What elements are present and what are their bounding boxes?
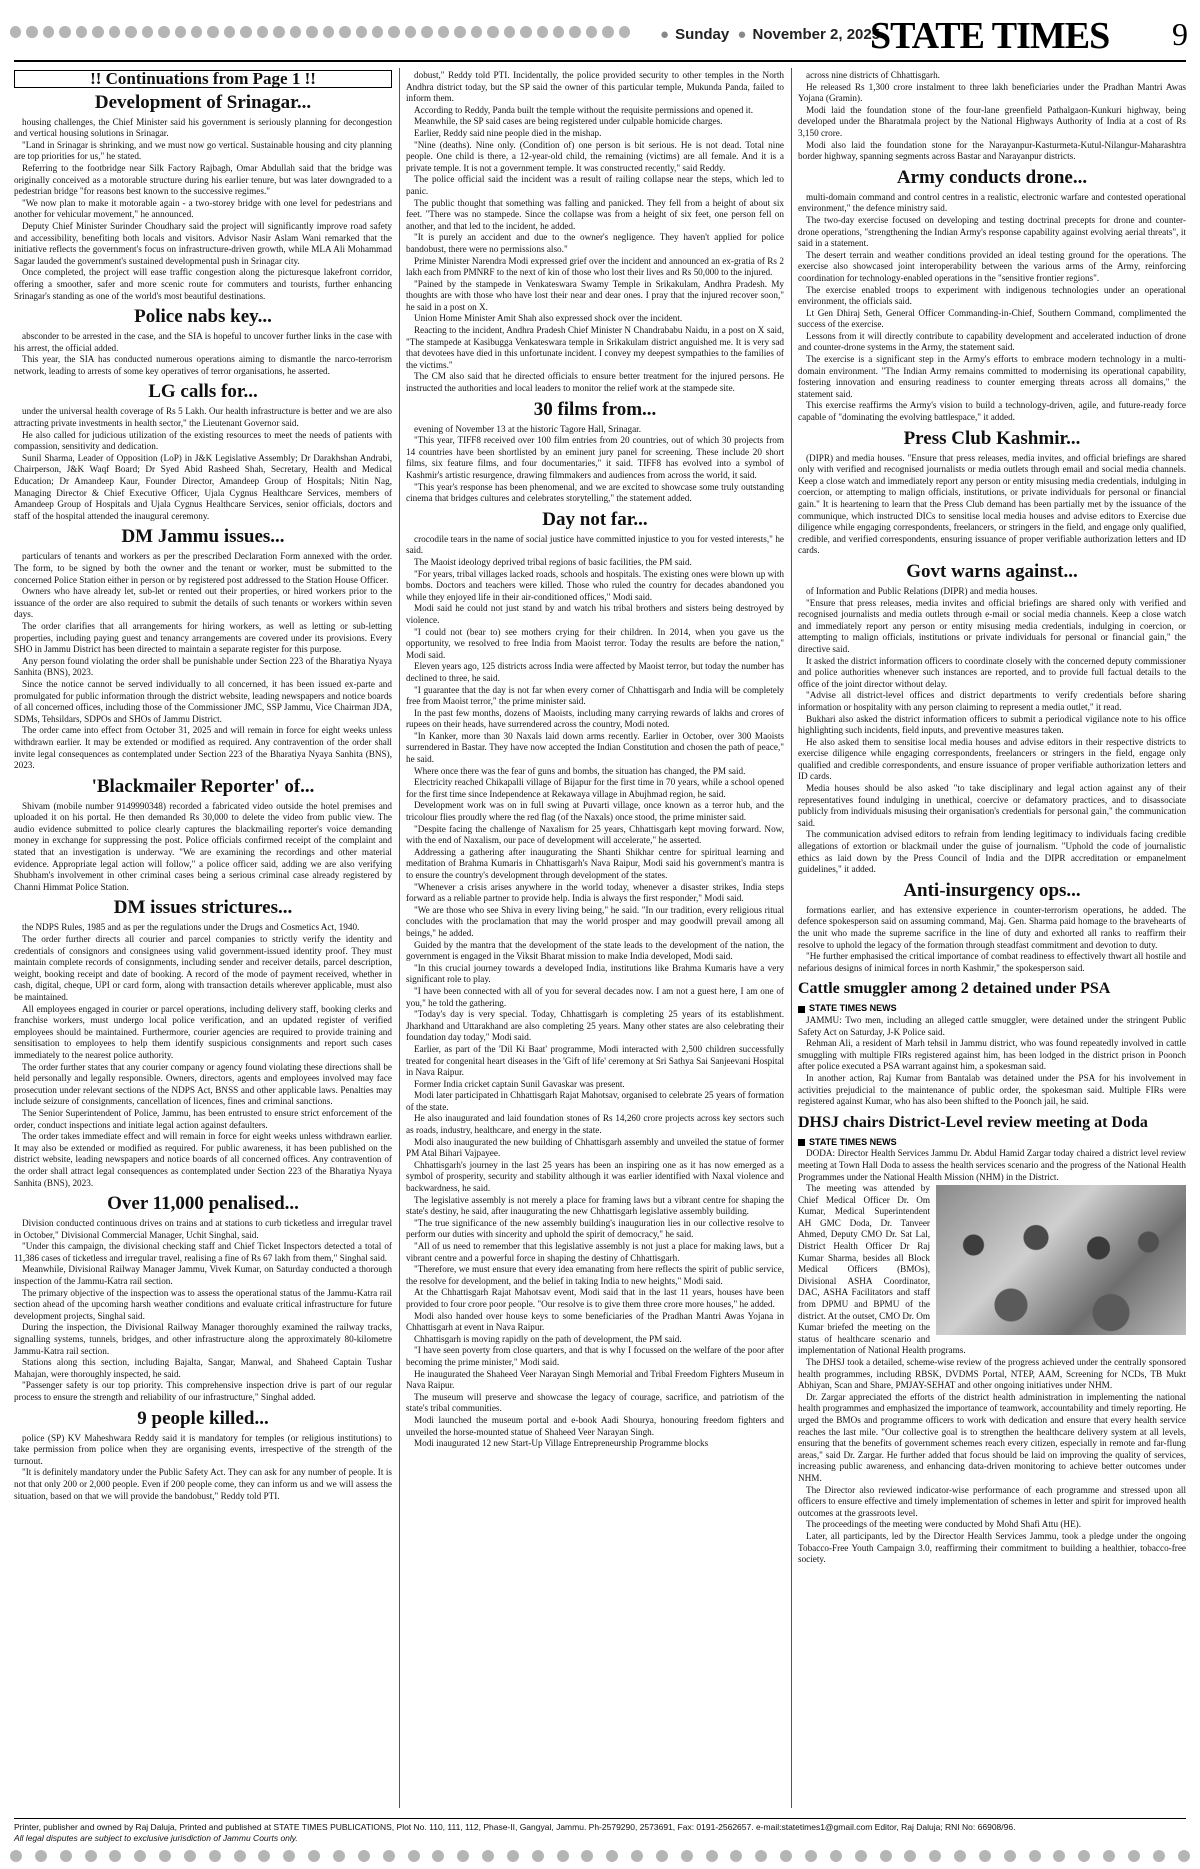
- story-headline: DM Jammu issues...: [121, 526, 285, 548]
- news-paragraph: DODA: Director Health Services Jammu Dr. Abdul Hamid Zargar today chaired a district level review meeting at Town Hall Doda to assess the health services scenario and the progress of the National Health Programmes under the National Health Mission (NHM) in the District.: [798, 1148, 1186, 1182]
- story-paragraph: He also asked them to sensitise local media houses and advise editors in their respective districts to exercise diligence while engaging correspondents, freelancers or stringers in the field, engage only qualified and credible correspondents, and ensure issuance of proper verifiable authorization letters and ID cards.: [798, 736, 1186, 782]
- footer-dots: [10, 1850, 1190, 1864]
- story-paragraph: Lt Gen Dhiraj Seth, General Officer Commanding-in-Chief, Southern Command, complimented the success of the exercise.: [798, 307, 1186, 330]
- story-paragraph: particulars of tenants and workers as per the prescribed Declaration Form annexed with the order. The form, to be signed by both the owner and the tenant or worker, must be submitted to the concerned Police Station either in person or by registered post addressed to the Station House Officer.: [14, 551, 392, 585]
- story-paragraph: "Land in Srinagar is shrinking, and we must now go vertical. Sustainable housing and city planning are top priorities for us," he stated.: [14, 139, 392, 162]
- story-paragraph: "We now plan to make it motorable again - a two-storey bridge with one level for pedestrians and another for vehicular movement," he announced.: [14, 197, 392, 220]
- imprint: [14, 1818, 1186, 1844]
- story-paragraph: Referring to the footbridge near Silk Factory Rajbagh, Omar Abdullah said that the bridge was originally conceived as a motorable structure during his earlier tenure, but was later downgraded to a pedestrian bridge "for reasons best known to the successive regimes.": [14, 162, 392, 197]
- story-paragraph: "In this crucial journey towards a developed India, institutions like Brahma Kumaris have a very significant role to play.: [406, 962, 784, 985]
- issue-date: ● Sunday ● November 2, 2025: [660, 26, 881, 43]
- news-paragraph: In another action, Raj Kumar from Bantalab was detained under the PSA for his involvement in activities prejudicial to the maintenance of public order, the spokesman said. Multiple FIRs were registered against Kumar, who has also been shifted to the Poonch jail, he said.: [798, 1072, 1186, 1107]
- story-paragraph: Development work was on in full swing at Puvarti village, once known as a terror hub, and the tricolour flies proudly where the red flag (of the Naxals) once stood, the prime minister said.: [406, 800, 784, 823]
- story-paragraph: Division conducted continuous drives on trains and at stations to curb ticketless and irregular travel in October," Divisional Commercial Manager, Uchit Singhal, said.: [14, 1218, 392, 1240]
- story-paragraph: He released Rs 1,300 crore instalment to three lakh beneficiaries under the Pradhan Mantri Awas Yojana (Gramin).: [798, 81, 1186, 104]
- news-source: [798, 1137, 1186, 1149]
- news-source-label: STATE TIMES NEWS: [809, 1136, 897, 1147]
- story-paragraph: (DIPR) and media houses. "Ensure that press releases, media invites, and official briefings are shared only with verified and recognised journalists or media outlets through email and social media channels. Keep a close watch and immediately report any person or entity misusing media credentials, indulging in coercion, or attempting to malign officials, institutions, or private individuals for personal or financial gain." It is heartening to learn that the Press Club demand has been partially met by the issuance of the communique, which instructed DICs to sensitise local media houses and advise editors to Exercise due diligence while engaging correspondents, freelancers, or stringers in the field, and engage only qualified, credible, and verified correspondents, ensuring issuance of proper verifiable authorization letters and ID cards.: [798, 452, 1186, 556]
- story-paragraph: "I guarantee that the day is not far when every corner of Chhattisgarh and India will be completely free from Maoist terror," the prime minister said.: [406, 684, 784, 707]
- story-headline: 'Blackmailer Reporter' of...: [91, 775, 315, 797]
- square-bullet-icon: [798, 1139, 805, 1146]
- story-paragraph: The Senior Superintendent of Police, Jammu, has been entrusted to ensure strict enforcement of the order, conduct inspections and initiate legal action against defaulters.: [14, 1107, 392, 1130]
- story-paragraph: The order further directs all courier and parcel companies to strictly verify the identity and credentials of consignors and consignees using valid government-issued identity proof. They must maintain complete records of consignments, including sender and receiver details, parcel description, weight, booking receipt and date of booking. A record of the mode of payment received, whether in cash, digital, cheque, UPI or card form, along with transaction details wherever applicable, must also be maintained.: [14, 934, 392, 1002]
- story-paragraph: Once completed, the project will ease traffic congestion along the picturesque lakefront corridor, offering a smoother, safer and more scenic route for commuters and tourists, further enhancing Srinagar's standing as one of the world's most beautiful destinations.: [14, 267, 392, 301]
- column-rule: [399, 68, 400, 1808]
- story-paragraph: This exercise reaffirms the Army's vision to build a technology-driven, agile, and future-ready force capable of "dominating the evolving battlespace," it added.: [798, 400, 1186, 423]
- column-3: [798, 70, 1186, 1810]
- square-bullet-icon: [798, 1006, 805, 1013]
- story-paragraph: "Today's day is very special. Today, Chhattisgarh is completing 25 years of its establishment. Jharkhand and Uttarakhand are also completing 25 years. Many other states are also celebrating their foundation day today," Modi said.: [406, 1009, 784, 1043]
- story-paragraph: Eleven years ago, 125 districts across India were affected by Maoist terror, but today the number has declined to three, he said.: [406, 661, 784, 683]
- story-paragraph: "In Kanker, more than 30 Naxals laid down arms recently. Earlier in October, over 300 Maoists surrendered in Bastar. They have now accepted the Indian Constitution and chosen the path of peace," he said.: [406, 730, 784, 765]
- column-rule: [791, 68, 792, 1808]
- story-paragraph: Electricity reached Chikapalli village of Bijapur for the first time in 70 years, while a school opened for the first time since Independence at Rekawaya village in Abujhmad region, he said.: [406, 777, 784, 799]
- story-paragraph: "Passenger safety is our top priority. This comprehensive inspection drive is part of our regular process to ensure the strength and reliability of our infrastructure," Singhal added.: [14, 1380, 392, 1402]
- story-paragraph: The museum will preserve and showcase the legacy of courage, sacrifice, and patriotism of the state's tribal communities.: [406, 1391, 784, 1414]
- story-paragraph: Meanwhile, the SP said cases are being registered under culpable homicide charges.: [414, 116, 723, 127]
- story-headline: Press Club Kashmir...: [903, 427, 1081, 449]
- story-paragraph: "Nine (deaths). Nine only. (Condition of) one person is bit serious. He is not dead. Total nine people. One child is there, a 12-year-old child, the remaining (victims) are all female. And it is a private temple. It is not a government temple. It was constructed recently," said Reddy.: [406, 139, 784, 173]
- story-paragraph: Sunil Sharma, Leader of Opposition (LoP) in J&K Legislative Assembly; Dr Darakhshan Andrabi, Chairperson, J&K Waqf Board; Dr Syed Abid Rasheed Shah, Secretary, Health and Medical Education; Dr Amandeep Kaur, Founder Director, Amandeep Group of Hospitals; Nitin Nag, Managing Director & Chief Executive Officer, Ujala Cygnus Healthcare Services, members of Amandeep Group of Hospitals and Ujala Cygnus Healthcare Services, senior officials, doctors and staff of the hospital attended the inaugural ceremony.: [14, 452, 392, 521]
- story-paragraph: Modi later participated in Chhattisgarh Rajat Mahotsav, organised to celebrate 25 years of formation of the state.: [406, 1090, 784, 1112]
- header-dots: [10, 26, 630, 40]
- story-paragraph: "Pained by the stampede in Venkateswara Swamy Temple in Srikakulam, Andhra Pradesh. My thoughts are with those who have lost their near and dear ones. I pray that the injured recover soon," he said in a post on X.: [406, 278, 784, 312]
- news-headline: Cattle smuggler among 2 detained under PSA: [798, 980, 1111, 998]
- story-paragraph: Modi said he could not just stand by and watch his tribal brothers and sisters being destroyed by violence.: [406, 603, 784, 625]
- story-paragraph: Where once there was the fear of guns and bombs, the situation has changed, the PM said.: [414, 765, 746, 776]
- story-headline: Day not far...: [542, 508, 648, 530]
- news-paragraph: The Director also reviewed indicator-wise performance of each programme and stressed upon all officers to ensure effective and timely implementation of schemes in letter and spirit for improved health outcomes at the grassroots level.: [798, 1484, 1186, 1518]
- story-paragraph: "He further emphasised the critical importance of combat readiness to effectively thwart all hostile and nefarious designs of inimical forces in north Kashmir," the spokesperson said.: [798, 951, 1186, 973]
- story-paragraph: The police official said the incident was a result of railing collapse near the steps, which led to panic.: [406, 174, 784, 196]
- story-paragraph: Shivam (mobile number 9149990348) recorded a fabricated video outside the hotel premises and uploaded it on his portal. He then demanded Rs 30,000 to delete the video from public view. The audio evidence submitted to police clearly captures the blackmailing reporter's voice demanding money in exchange for suppressing the post. Police officials confirmed receipt of the complaint and stated that an investigation is underway. "We are examining the recordings and other material evidence. Appropriate legal action will follow," a police officer said, adding we are also verifying Shubham's involvement in other criminal cases being a serious criminal case already registered by Channi Himmat Police Station.: [14, 800, 392, 892]
- news-paragraph: Later, all participants, led by the Director Health Services Jammu, took a pledge under the ongoing Tobacco-Free Youth Campaign 3.0, reaffirming their commitment to building a healthier, tobacco-free society.: [798, 1530, 1186, 1565]
- story-paragraph: Addressing a gathering after inaugurating the Shanti Shikhar centre for spiritual learning and meditation of Brahma Kumaris in Chhattisgarh's Nava Raipur, Modi said his government's mantra is to ensure the country's development through development of the states.: [406, 846, 784, 880]
- story-paragraph: The order clarifies that all arrangements for hiring workers, as well as letting or sub-letting properties, including paying guest and tenancy arrangements are covered under its provisions. Every SHO in Jammu District has been directed to maintain a separate register for this purpose.: [14, 620, 392, 655]
- story-paragraph: Earlier, Reddy said nine people died in the mishap.: [414, 127, 602, 138]
- masthead: [0, 0, 1200, 60]
- story-headline: DM issues strictures...: [113, 897, 293, 919]
- story-paragraph: Union Home Minister Amit Shah also expressed shock over the incident.: [414, 313, 683, 324]
- story-paragraph: This year, the SIA has conducted numerous operations aiming to dismantle the narco-terrorism network, leading to arrests of some key operatives of terror organisations, he asserted.: [14, 354, 392, 376]
- story-paragraph: At the Chhattisgarh Rajat Mahotsav event, Modi said that in the last 11 years, houses have been provided to four crore poor people. "Our resolve is to give them three crore more houses," he added.: [406, 1287, 784, 1309]
- story-paragraph: The desert terrain and weather conditions provided an ideal testing ground for the operations. The exercise also showcased joint interoperability between the various arms of the Army, reinforcing coordination for technology-enabled operations in the "sensitive frontier regions".: [798, 249, 1186, 283]
- story-paragraph: The public thought that something was falling and panicked. They fell from a height of about six feet. "There was no stampede. Since the collapse was from a height of six feet, one person fell on another, and that led to the incident, he added.: [406, 197, 784, 231]
- story-paragraph: "Advise all district-level offices and district departments to verify credentials before sharing information or hospitality with any person claiming to represent a media outlet," it read.: [798, 690, 1186, 712]
- story-headline: Anti-insurgency ops...: [903, 879, 1081, 901]
- story-paragraph: Stations along this section, including Bajalta, Sangar, Manwal, and Shaheed Captain Tushar Mahajan, were thoroughly inspected, he said.: [14, 1357, 392, 1379]
- story-paragraph: Meanwhile, Divisional Railway Manager Jammu, Vivek Kumar, on Saturday conducted a thorough inspection of the Jammu-Katra rail section.: [14, 1264, 392, 1287]
- story-paragraph: The primary objective of the inspection was to assess the operational status of the Jammu-Katra rail section ahead of the upcoming harsh weather conditions and evaluate critical infrastructure for future development projects, Singhal said.: [14, 1287, 392, 1321]
- imprint-line: Printer, publisher and owned by Raj Daluja, Printed and published at STATE TIMES PUBLICATIONS, Plot No. 110, 111, 112, Phase-II, Gangyal, Jammu. Ph-2579290, 2573691, Fax: 0191-2562657. e-mail:statetimes1@gmail.com Editor, Raj Daluja; RNI No: 66908/96.: [14, 1822, 1016, 1832]
- story-paragraph: "Therefore, we must ensure that every idea emanating from here reflects the spirit of public service, the resolve for development, and the belief in taking India to new heights," Modi said.: [406, 1264, 784, 1286]
- news-paragraph: The proceedings of the meeting were conducted by Mohd Shafi Attu (HE).: [806, 1519, 1082, 1530]
- story-paragraph: police (SP) KV Maheshwara Reddy said it is mandatory for temples (or religious institutions) to take permission from police when they are organising events, irrespective of the strength of the turnout.: [14, 1432, 392, 1466]
- story-paragraph: "Ensure that press releases, media invites and official briefings are shared only with verified and recognised journalists and media outlets through e-mail or social media channels. Keep a close watch and immediately report any person or entity misusing media credentials, indulging in coercion, or attempting to malign officials, institutions or private individuals for personal or financial gain," the directive said.: [798, 597, 1186, 654]
- story-paragraph: "It is purely an accident and due to the owner's negligence. They haven't applied for police bandobust, there were no permissions also.": [406, 232, 784, 254]
- news-paragraph: The DHSJ took a detailed, scheme-wise review of the progress achieved under the centrally sponsored health programmes, including RBSK, DVDMS Portal, NTEP, AAM, Screening for NCDs, TB Mukt Abhiyan, Scan and Share, PMJAY-SEHAT and other ongoing initiatives under NHM.: [798, 1357, 1186, 1391]
- news-source-label: STATE TIMES NEWS: [809, 1003, 897, 1014]
- story-paragraph: Media houses should be also asked "to take disciplinary and legal action against any of their representatives found indulging in unethical, coercive or defamatory practices, and to disassociate publicly from individuals misusing their organisation's credentials for personal gain," the communication said.: [798, 783, 1186, 828]
- story-paragraph: "This year's response has been phenomenal, and we are excited to showcase some truly outstanding cinema that bridges cultures and celebrates storytelling," the statement added.: [406, 481, 784, 504]
- story-paragraph: The CM also said that he directed officials to ensure better treatment for the injured persons. He instructed the authorities and local leaders to monitor the relief work at the stampede site.: [406, 371, 784, 394]
- story-paragraph: formations earlier, and has extensive experience in counter-terrorism operations, he added. The defence spokesperson said on assuming command, Maj. Gen. Sharma paid homage to the bravehearts of the unit who made the supreme sacrifice in the line of duty and exhorted all ranks to reaffirm their resolve to uphold the legacy of the formation through steadfast commitment and devotion to duty.: [798, 904, 1186, 950]
- story-paragraph: Earlier, as part of the 'Dil Ki Baat' programme, Modi interacted with 2,500 children successfully treated for congenital heart diseases in the 'Gift of life' ceremony at Sri Sathya Sai Sanjeevani Hospital in Nava Raipur.: [406, 1043, 784, 1078]
- story-paragraph: During the inspection, the Divisional Railway Manager thoroughly examined the railway tracks, signalling systems, tunnels, bridges, and other infrastructure along the approximately 80-kilometre Jammu-Katra rail section.: [14, 1322, 392, 1356]
- story-paragraph: He inaugurated the Shaheed Veer Narayan Singh Memorial and Tribal Freedom Fighters Museum in Nava Raipur.: [406, 1368, 784, 1391]
- story-paragraph: multi-domain command and control centres in a realistic, electronic warfare and contested operational environment," the defence ministry said.: [798, 191, 1186, 214]
- story-paragraph: absconder to be arrested in the case, and the SIA is hopeful to uncover further links in the case with his arrest, the official added.: [14, 331, 392, 353]
- story-headline: 9 people killed...: [137, 1407, 269, 1429]
- story-paragraph: dobust," Reddy told PTI. Incidentally, the police provided security to other temples in the North Andhra district today, but the SP said the owner of this particular temple, Mukunda Panda, failed to inform them.: [406, 70, 784, 104]
- story-paragraph: Reacting to the incident, Andhra Pradesh Chief Minister N Chandrababu Naidu, in a post on X said, "The stampede at Kasibugga Venkateswara temple in Srikakulam district anguished me. It is very sad that devotees have died in this unfortunate incident. I convey my deepest sympathies to the families of the victims.": [406, 325, 784, 370]
- story-paragraph: The exercise is a significant step in the Army's efforts to embrace modern technology in a multi-domain environment. "The Indian Army remains committed to modernising its operational capability, fostering innovation and ensuring readiness to counter emerging threats across all domains," the statement said.: [798, 354, 1186, 399]
- story-paragraph: "It is definitely mandatory under the Public Safety Act. They can ask for any number of people. It is not that only 200 or 2,000 people. Even if 200 people come, they can inform us and we will assess the situation, based on that we will provide the bandobust," Reddy told PTI.: [14, 1467, 392, 1501]
- story-paragraph: "Under this campaign, the divisional checking staff and Chief Ticket Inspectors detected a total of 11,386 cases of ticketless and irregular travel, realising a fine of Rs 67 lakh from them," Singhal said.: [14, 1241, 392, 1263]
- story-paragraph: Former India cricket captain Sunil Gavaskar was present.: [414, 1078, 625, 1089]
- story-paragraph: "For years, tribal villages lacked roads, schools and hospitals. The existing ones were blown up with bombs. Doctors and teachers were killed. Those who ruled the country for decades abandoned you while they enjoyed life in their air-conditioned offices," Modi said.: [406, 568, 784, 602]
- column-1: [14, 70, 392, 1810]
- story-paragraph: The exercise enabled troops to experiment with indigenous technologies under an operational environment, the officials said.: [798, 284, 1186, 307]
- story-paragraph: "This year, TIFF8 received over 100 film entries from 20 countries, out of which 30 projects from 14 countries have been shortlisted by an eminent jury panel for screening. These include 20 short films, six feature films, and four documentaries," it said. TIFF8 has evolved into a symbol of Kashmir's artistic resurgence, drawing filmmakers and audiences from across the world, it said.: [406, 435, 784, 480]
- story-paragraph: Prime Minister Narendra Modi expressed grief over the incident and announced an ex-gratia of Rs 2 lakh each from PMNRF to the next of kin of those who lost their lives and Rs 50,000 to the injured.: [406, 255, 784, 278]
- story-headline: Army conducts drone...: [896, 166, 1088, 188]
- story-paragraph: Modi launched the museum portal and e-book Aadi Shourya, honouring freedom fighters and unveiled the horse-mounted statue of Shaheed Veer Narayan Singh.: [406, 1414, 784, 1437]
- story-headline: LG calls for...: [148, 381, 258, 403]
- story-headline: Govt warns against...: [906, 560, 1078, 582]
- story-paragraph: Bukhari also asked the district information officers to submit a periodical vigilance note to his office highlighting such incidents, field inputs, and preventive measures taken.: [798, 713, 1186, 736]
- story-paragraph: Deputy Chief Minister Surinder Choudhary said the project will significantly improve road safety and accessibility, benefiting both locals and visitors. Advisor Nasir Aslam Wani remarked that the initiative reflects the government's focus on infrastructure-driven growth, while MLA Ali Mohammad Sagar lauded the government's sustained developmental push in Srinagar city.: [14, 220, 392, 266]
- story-paragraph: The communication advised editors to refrain from lending legitimacy to individuals facing credible allegations of extortion or blackmail under the guise of journalism. "Uphold the code of journalistic ethics as laid down by the Press Council of India and the DIPR accreditation or empanelment guidelines," it added.: [798, 829, 1186, 875]
- story-paragraph: evening of November 13 at the historic Tagore Hall, Srinagar.: [414, 423, 642, 434]
- story-paragraph: across nine districts of Chhattisgarh.: [806, 70, 940, 80]
- story-paragraph: "I could not (bear to) see mothers crying for their children. In 2014, when you gave us the opportunity, we resolved to free India from Maoist terror. Today the results are before the nation," Modi said.: [406, 626, 784, 660]
- story-paragraph: "Despite facing the challenge of Naxalism for 25 years, Chhattisgarh kept moving forward. Now, with the end of Naxalism, our pace of development will accelerate," he asserted.: [406, 823, 784, 846]
- story-headline: Development of Srinagar...: [94, 91, 312, 113]
- story-headline: 30 films from...: [533, 398, 657, 420]
- story-paragraph: According to Reddy, Panda built the temple without the requisite permissions and opened it.: [414, 104, 754, 115]
- story-paragraph: "I have seen poverty from close quarters, and that is why I focussed on the welfare of the poor after becoming the prime minister," Modi said.: [406, 1345, 784, 1367]
- page-number: 9: [1172, 16, 1188, 52]
- story-paragraph: The order further states that any courier company or agency found violating these directions shall be held personally and legally responsible. Owners, directors, agents and employees involved may face prosecution under relevant sections of the NDPS Act, BNSS and other applicable laws. Penalties may include seizure of consignments, cancellation of licences, fines and criminal sanctions.: [14, 1061, 392, 1107]
- story-paragraph: crocodile tears in the name of social justice have committed injustice to you for vested interests," he said.: [406, 533, 784, 556]
- story-paragraph: "Whenever a crisis arises anywhere in the world today, whenever a disaster strikes, India steps forward as a reliable partner to provide help. India is always the first responder," Modi said.: [406, 881, 784, 904]
- story-paragraph: Modi also handed over house keys to some beneficiaries of the Pradhan Mantri Awas Yojana in Chhattisgarh at event in Nava Raipur.: [406, 1310, 784, 1333]
- news-headline: DHSJ chairs District-Level review meeting at Doda: [798, 1113, 1148, 1131]
- story-paragraph: "I have been connected with all of you for several decades now. I am not a guest here, I am one of you," he told the gathering.: [406, 985, 784, 1008]
- story-paragraph: The order came into effect from October 31, 2025 and will remain in force for eight weeks unless withdrawn earlier. It may be extended or modified as required. Any contravention of the order shall invite legal consequences as contemplated under Section 223 of the Bharatiya Nyaya Sanhita (BNS), 2023.: [14, 725, 392, 771]
- header-rule: [14, 60, 1186, 62]
- news-paragraph: The meeting was attended by Chief Medical Officer Dr. Om Kumar, Medical Superintendent AH GMC Doda, Dr. Tanveer Ahmed, Deputy CMO Dr. Sat Lal, District Health Officer Dr Raj Kumar Sharma, besides all Block Medical Officers (BMOs), Divisional ASHA Coordinator, DAC, ASHA Facilitators and staff from DPMU and BPMU of the district. At the outset, CMO Dr. Om Kumar briefed the meeting on the status of healthcare scenario and implementation of National Health programs.: [798, 1183, 966, 1356]
- story-paragraph: He also inaugurated and laid foundation stones of Rs 14,260 crore projects across key sectors such as roads, industry, healthcare, and energy in the state.: [406, 1113, 784, 1136]
- story-paragraph: All employees engaged in courier or parcel operations, including delivery staff, booking clerks and franchise workers, must undergo local police verification, and an updated register of verified employees should be maintained. Furthermore, courier agencies are required to provide training and sensitisation to employees to help them identify suspicious consignments and report such cases immediately to the nearest police authority.: [14, 1003, 392, 1060]
- story-paragraph: Since the notice cannot be served individually to all concerned, it has been issued ex-parte and promulgated for public information through the district website, leading newspapers and notice boards of all concerned offices, including those of the Commissioner JMC, SSP Jammu, Vice Chairman JDA, SDMs, Tehsildars, SDPOs and SHOs of Jammu District.: [14, 678, 392, 724]
- continuations-banner: !! Continuations from Page 1 !!: [14, 70, 392, 88]
- story-paragraph: The legislative assembly is not merely a place for framing laws but a vibrant centre for shaping the state's destiny, he said, after inaugurating the new Chhattisgarh legislative assembly building.: [406, 1194, 784, 1217]
- meeting-photo: [936, 1185, 1186, 1335]
- story-headline: Over 11,000 penalised...: [107, 1193, 299, 1215]
- story-paragraph: Modi inaugurated 12 new Start-Up Village Entrepreneurship Programme blocks: [414, 1438, 709, 1449]
- story-paragraph: Guided by the mantra that the development of the state leads to the development of the nation, the government is engaged in the Viksit Bharat mission to make India developed, Modi said.: [406, 939, 784, 962]
- story-paragraph: The Maoist ideology deprived tribal regions of basic facilities, the PM said.: [414, 556, 692, 567]
- story-paragraph: The order takes immediate effect and will remain in force for eight weeks unless withdrawn earlier. It may also be extended or modified as required. For public awareness, it has been published on the district website, leading newspapers and notice boards of all concerned offices. Any contravention of the order shall attract legal consequences as contemplated under Section 223 of the Bharatiya Nyaya Sanhita (BNS), 2023.: [14, 1131, 392, 1188]
- story-paragraph: Owners who have already let, sub-let or rented out their properties, or hired workers prior to the issuance of the order are also required to submit the details of such tenants or workers within seven days.: [14, 586, 392, 620]
- story-paragraph: of Information and Public Relations (DIPR) and media houses.: [806, 585, 1038, 596]
- story-paragraph: Modi also laid the foundation stone for the Narayanpur-Kasturmeta-Kutul-Nilangur-Maharashtra border highway, spanning segments across Bastar and Narayanpur districts.: [798, 139, 1186, 162]
- story-paragraph: He also called for judicious utilization of the existing resources to meet the needs of patients with compassion, sensitivity and dedication.: [14, 429, 392, 452]
- story-paragraph: the NDPS Rules, 1985 and as per the regulations under the Drugs and Cosmetics Act, 1940.: [22, 922, 360, 933]
- story-paragraph: The two-day exercise focused on developing and testing doctrinal precepts for drone and counter-drone operations, "strengthening the Indian Army's response capability against evolving aerial threats", it said in a statement.: [798, 214, 1186, 249]
- story-paragraph: housing challenges, the Chief Minister said his government is seriously planning for decongestion and vertical housing solutions in Srinagar.: [14, 116, 392, 139]
- news-paragraph: Dr. Zargar appreciated the efforts of the district health administration in implementing the national health programmes and emphasized the importance of teamwork, accountability and timely reporting. He urged the BMOs and programme officers to work with dedication and ensure that every health service reaches the last mile. "Our collective goal is to strengthen the healthcare delivery system at all levels, ensuring that the benefits of government schemes reach every citizen, especially in remote and far-flung areas," said Dr. Zargar. He further added that focus should be laid on improving the quality of services, increasing public awareness, and enhancing data-driven monitoring to achieve better outcomes under NHM.: [798, 1391, 1186, 1483]
- news-paragraph: JAMMU: Two men, including an alleged cattle smuggler, were detained under the stringent Public Safety Act on Saturday, J-K Police said.: [798, 1014, 1186, 1037]
- column-2: [406, 70, 784, 1810]
- story-paragraph: Chhattisgarh is moving rapidly on the path of development, the PM said.: [414, 1333, 682, 1344]
- news-paragraph: Rehman Ali, a resident of Marh tehsil in Jammu district, who was found repeatedly involved in cattle smuggling with multiple FIRs registered against him, has been lodged in the district prison in Poonch after police executed a PSA warrant against him, a spokesman said.: [798, 1038, 1186, 1072]
- story-paragraph: under the universal health coverage of Rs 5 Lakh. Our health infrastructure is better and we are also attracting private investments in health sector," the Lieutenant Governor said.: [14, 406, 392, 429]
- story-paragraph: Chhattisgarh's journey in the last 25 years has been an inspiring one as it has now emerged as a symbol of prosperity, security and stability although it was earlier identified with Naxal violence and backwardness, he said.: [406, 1159, 784, 1194]
- news-source: [798, 1003, 1186, 1015]
- brand-logo: STATE TIMES: [870, 15, 1110, 57]
- story-paragraph: "We are those who see Shiva in every living being," he said. "In our tradition, every religious ritual concludes with the proclamation that may the world prosper and may goodwill prevail among all beings," he added.: [406, 904, 784, 938]
- story-headline: Police nabs key...: [134, 306, 272, 328]
- story-paragraph: "The true significance of the new assembly building's inauguration lies in our collective resolve to perform our duties with sincerity and uphold the spirit of democracy," he said.: [406, 1217, 784, 1240]
- jurisdiction-note: All legal disputes are subject to exclusive jurisdiction of Jammu Courts only.: [14, 1833, 298, 1843]
- story-paragraph: Any person found violating the order shall be punishable under Section 223 of the Bharatiya Nyaya Sanhita (BNS), 2023.: [14, 655, 392, 678]
- photo-people: [936, 1185, 1186, 1335]
- story-paragraph: Lessons from it will directly contribute to capability development and accelerated induction of drone and counter-drone systems in the Army, the statement said.: [798, 330, 1186, 353]
- story-paragraph: Modi laid the foundation stone of the four-lane greenfield Pathalgaon-Kunkuri highway, being developed under the Bharatmala project by the National Highways Authority of India at a cost of Rs 3,150 crore.: [798, 104, 1186, 138]
- story-paragraph: Modi also inaugurated the new building of Chhattisgarh assembly and unveiled the statue of former PM Atal Bihari Vajpayee.: [406, 1136, 784, 1159]
- story-paragraph: It asked the district information officers to coordinate closely with the concerned deputy commissioner and police authorities whenever such instances are reported, and to provide full factual details to the office of the joint director without delay.: [798, 655, 1186, 689]
- story-paragraph: "All of us need to remember that this legislative assembly is not just a place for making laws, but a vibrant centre and a powerful force in shaping the destiny of Chhattisgarh.: [406, 1241, 784, 1263]
- story-paragraph: In the past few months, dozens of Maoists, including many carrying rewards of lakhs and crores of rupees on their heads, have surrendered across the country, Modi noted.: [406, 707, 784, 730]
